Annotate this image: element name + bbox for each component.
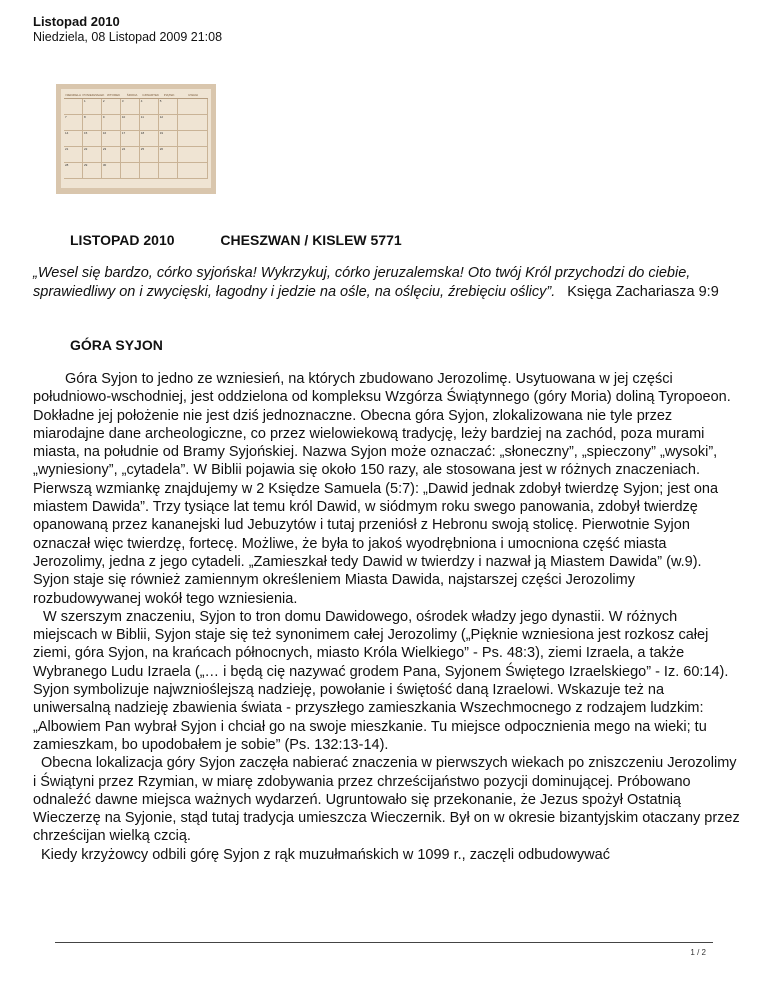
calendar-cell (121, 99, 140, 115)
calendar-day-number: 8 (83, 115, 86, 119)
calendar-day-number: 18 (140, 131, 145, 135)
month-heading (70, 232, 402, 248)
calendar-cell (102, 163, 121, 179)
calendar-cell (140, 115, 159, 131)
article-body (33, 370, 741, 864)
calendar-day-number: 14 (65, 131, 69, 135)
calendar-day-number: 12 (159, 115, 164, 119)
paragraph: Obecna lokalizacja góry Syjon zaczęła nabierać znaczenia w pierwszych wiekach po zniszczeniu Jerozolimy i Świątyni przez Rzymian, w miarę zdobywania przez chrześcijaństwo pozycji dominującej. Próbowano odnaleźć dawne miejsca ważnych wydarzeń. Ugruntowało się przekonanie, że Jezus spożył Ostatnią Wieczerzę na Syjonie, stąd tutaj tradycja umieszcza Wieczernik. Był on w okresie bizantyjskim otaczany przez chrześcijan wielką czcią. (33, 755, 740, 845)
calendar-day-headers (64, 92, 208, 98)
paragraph: W szerszym znaczeniu, Syjon to tron domu Dawidowego, ośrodek władzy jego dynastii. W różnych miejscach w Biblii, Syjon staje się też synonimem całej Jerozolimy („Pięknie wzniesiona jest rozkosz całej ziemi, góra Syjon, na krańcach północnych, miasto Króla Wielkiego” - Ps. 48:3), ziemi Izraela, a także Wybranego Ludu Izraela („… i będą cię nazywać grodem Pana, Syjonem Świętego Izraelskiego” - Iz. 60:14). Syjon symbolizuje najwznioślejszą nadzieję, powołanie i świętość daną Izraelowi. Wskazuje też na uniwersalną nadzieję zbawienia świata - przyszłego zamieszkania Wszechmocnego z rodzajem ludzkim: „Albowiem Pan wybrał Syjon i chciał go na swoje mieszkanie. Tu miejsce odpocznienia mego na wieki; tu zamieszkam, bo upodobałem je sobie” (Ps. 132:13-14). (33, 608, 729, 753)
calendar-cell (83, 115, 102, 131)
calendar-cell (121, 147, 140, 163)
calendar-day-number: 16 (102, 131, 107, 135)
calendar-cell (102, 147, 121, 163)
calendar-day-number: 11 (140, 115, 144, 119)
calendar-day-number: 2 (102, 99, 105, 103)
calendar-day-number: 23 (102, 147, 107, 151)
calendar-cell (64, 163, 83, 179)
calendar-cell (83, 163, 102, 179)
calendar-cell (83, 131, 102, 147)
calendar-rows (64, 98, 208, 179)
calendar-day-header: WTOREK (107, 93, 121, 97)
calendar-day-header: ŚRODA (126, 93, 138, 97)
paragraph: Kiedy krzyżowcy odbili górę Syjon z rąk muzułmańskich w 1099 r., zaczęli odbudowywać (41, 846, 610, 863)
calendar-cell (121, 115, 140, 131)
calendar-cell (64, 115, 83, 131)
calendar-cell (178, 115, 208, 131)
calendar-day-number: 5 (159, 99, 162, 103)
calendar-cell (178, 147, 208, 163)
calendar-day-number: 25 (140, 147, 145, 151)
calendar-cell (83, 147, 102, 163)
calendar-day-header: PONIEDZIAŁEK (82, 93, 105, 97)
calendar-cell (83, 99, 102, 115)
calendar-day-number: 10 (121, 115, 126, 119)
calendar-cell (140, 99, 159, 115)
page-number: 1 / 2 (690, 948, 706, 957)
calendar-day-number: 28 (65, 163, 69, 167)
calendar-cell (178, 163, 208, 179)
calendar-cell (159, 131, 178, 147)
calendar-day-number: 30 (102, 163, 107, 167)
calendar-cell (159, 163, 178, 179)
calendar-day-header: CZWARTEK (142, 93, 159, 97)
paragraph: Góra Syjon to jedno ze wzniesień, na których zbudowano Jerozolimę. Usytuowana w jej części południowo-wschodniej, jest oddzielona od kompleksu Wzgórza Świątynnego (góry Moria) doliną Tyropoeon. Dokładne jej położenie nie jest dziś jednoznaczne. Obecna góra Syjon, zlokalizowana nie tyle przez miarodajne dane archeologiczne, co przez wielowiekową tradycję, leży bardziej na zachód, poza murami miasta, na południe od Bramy Syjońskiej. Nazwa Syjon może oznaczać: „słoneczny”, „spieczony” „wysoki”, „wyniesiony”, „cytadela”. W Biblii pojawia się około 150 razy, ale stosowana jest w różnych znaczeniach. Pierwszą wzmiankę znajdujemy w 2 Księdze Samuela (5:7): „Dawid jednak zdobył twierdzę Syjon; jest ona miastem Dawida”. Trzy tysiące lat temu król Dawid, w siódmym roku swego panowania, zdobył twierdzę opanowaną przez kananejski lud Jebuzytów i tutaj przeniósł z Hebronu swoją stolicę. Pierwotnie Syjon oznaczał więc twierdzę, fortecę. Możliwe, że była to jakoś wyodrębniona i umocniona część miasta Jerozolimy, jedna z jego cytadeli. „Zamieszkał tedy Dawid w twierdzy i nazwał ją Miastem Dawida” (w.9). Syjon staje się również zamiennym określeniem Miasta Dawida, najstarszej części Jerozolimy rozbudowywanej wokół tego wzniesienia. (33, 371, 731, 607)
calendar-day-number: 21 (65, 147, 69, 151)
calendar-cell (140, 147, 159, 163)
footer-divider (55, 942, 713, 943)
calendar-day-number: 7 (65, 115, 67, 119)
calendar-day-header: UWAGI (188, 93, 199, 97)
calendar-day-number: 3 (121, 99, 124, 103)
calendar-cell (64, 131, 83, 147)
month-heading-left: LISTOPAD 2010 (70, 232, 175, 248)
calendar-cell (102, 115, 121, 131)
calendar-day-number: 19 (159, 131, 164, 135)
section-title: GÓRA SYJON (70, 337, 163, 353)
quote-text: „Wesel się bardzo, córko syjońska! Wykrzykuj, córko jeruzalemska! Oto twój Król przychodzi do ciebie, sprawiedliwy on i zwycięski, łagodny i jedzie na ośle, na oślęciu, źrebięciu oślicy”. (33, 265, 691, 300)
calendar-day-number: 22 (83, 147, 88, 151)
calendar-cell (159, 147, 178, 163)
bible-quote (33, 264, 733, 301)
calendar-cell (102, 99, 121, 115)
calendar-cell (64, 99, 83, 115)
calendar-day-number: 17 (121, 131, 126, 135)
calendar-cell (121, 131, 140, 147)
calendar-cell (159, 99, 178, 115)
post-date: Niedziela, 08 Listopad 2009 21:08 (33, 30, 223, 44)
calendar-cell (121, 163, 140, 179)
calendar-cell (140, 131, 159, 147)
calendar-day-number: 15 (83, 131, 88, 135)
calendar-day-number: 4 (140, 99, 143, 103)
calendar-day-number: 9 (102, 115, 105, 119)
calendar-image (56, 84, 216, 194)
month-heading-right: CHESZWAN / KISLEW 5771 (220, 232, 402, 248)
calendar-day-number: 26 (159, 147, 164, 151)
calendar-day-number: 24 (121, 147, 126, 151)
calendar-day-header: NIEDZIELA (65, 93, 81, 97)
calendar-day-number: 1 (83, 99, 86, 103)
calendar-cell (178, 131, 208, 147)
quote-source: Księga Zachariasza 9:9 (567, 283, 719, 300)
page-title: Listopad 2010 (33, 14, 120, 29)
calendar-cell (159, 115, 178, 131)
calendar-cell (102, 131, 121, 147)
calendar-day-number: 29 (83, 163, 88, 167)
calendar-day-header: PIĄTEK (163, 93, 175, 97)
calendar-cell (64, 147, 83, 163)
calendar-cell (140, 163, 159, 179)
calendar-cell (178, 99, 208, 115)
